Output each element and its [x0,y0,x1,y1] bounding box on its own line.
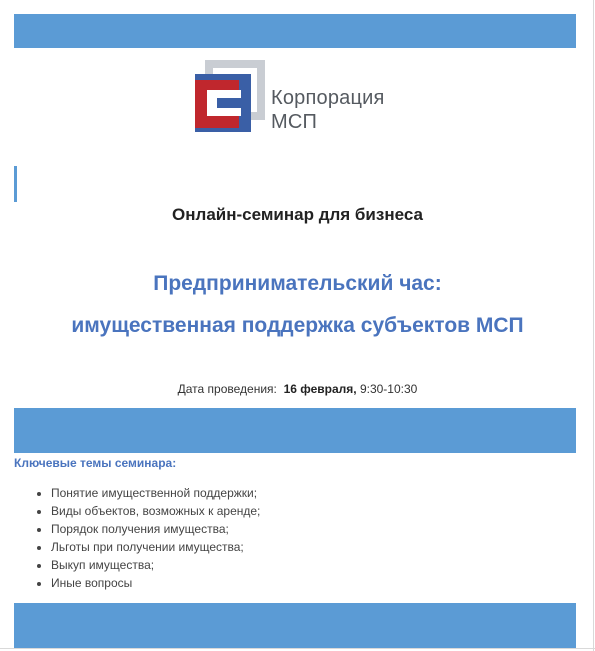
divider-band [14,408,576,453]
logo-line-2: МСП [271,111,318,133]
list-item: • Порядок получения имущества; [51,520,595,538]
title-line-1: Предпринимательский час: [153,272,442,295]
title-line-2: имущественная поддержка субъектов МСП [71,314,524,337]
time-value: 9:30-10:30 [359,382,418,396]
logo-line-1: Корпорация [271,87,385,109]
logo-text [271,86,385,134]
accent-bar [14,166,17,202]
frame-border-bottom [0,648,595,649]
logo-mark-icon [195,60,267,135]
list-item: • Выкуп имущества; [51,556,595,574]
list-item: • Льготы при получении имущества; [51,538,595,556]
seminar-subtitle: Онлайн-семинар для бизнеса [172,205,423,224]
corporation-logo [195,60,415,135]
topics-heading: Ключевые темы семинара: [14,456,177,470]
footer-band [14,603,576,648]
list-item: • Виды объектов, возможных к аренде; [51,502,595,520]
date-value: 16 февраля, [283,382,357,396]
topics-list [14,484,595,592]
frame-border-right [593,0,594,651]
date-label: Дата проведения: [177,382,277,396]
event-date [0,382,595,396]
list-item: • Иные вопросы [51,574,595,592]
list-item: • Понятие имущественной поддержки; [51,484,595,502]
header-band [14,14,576,48]
